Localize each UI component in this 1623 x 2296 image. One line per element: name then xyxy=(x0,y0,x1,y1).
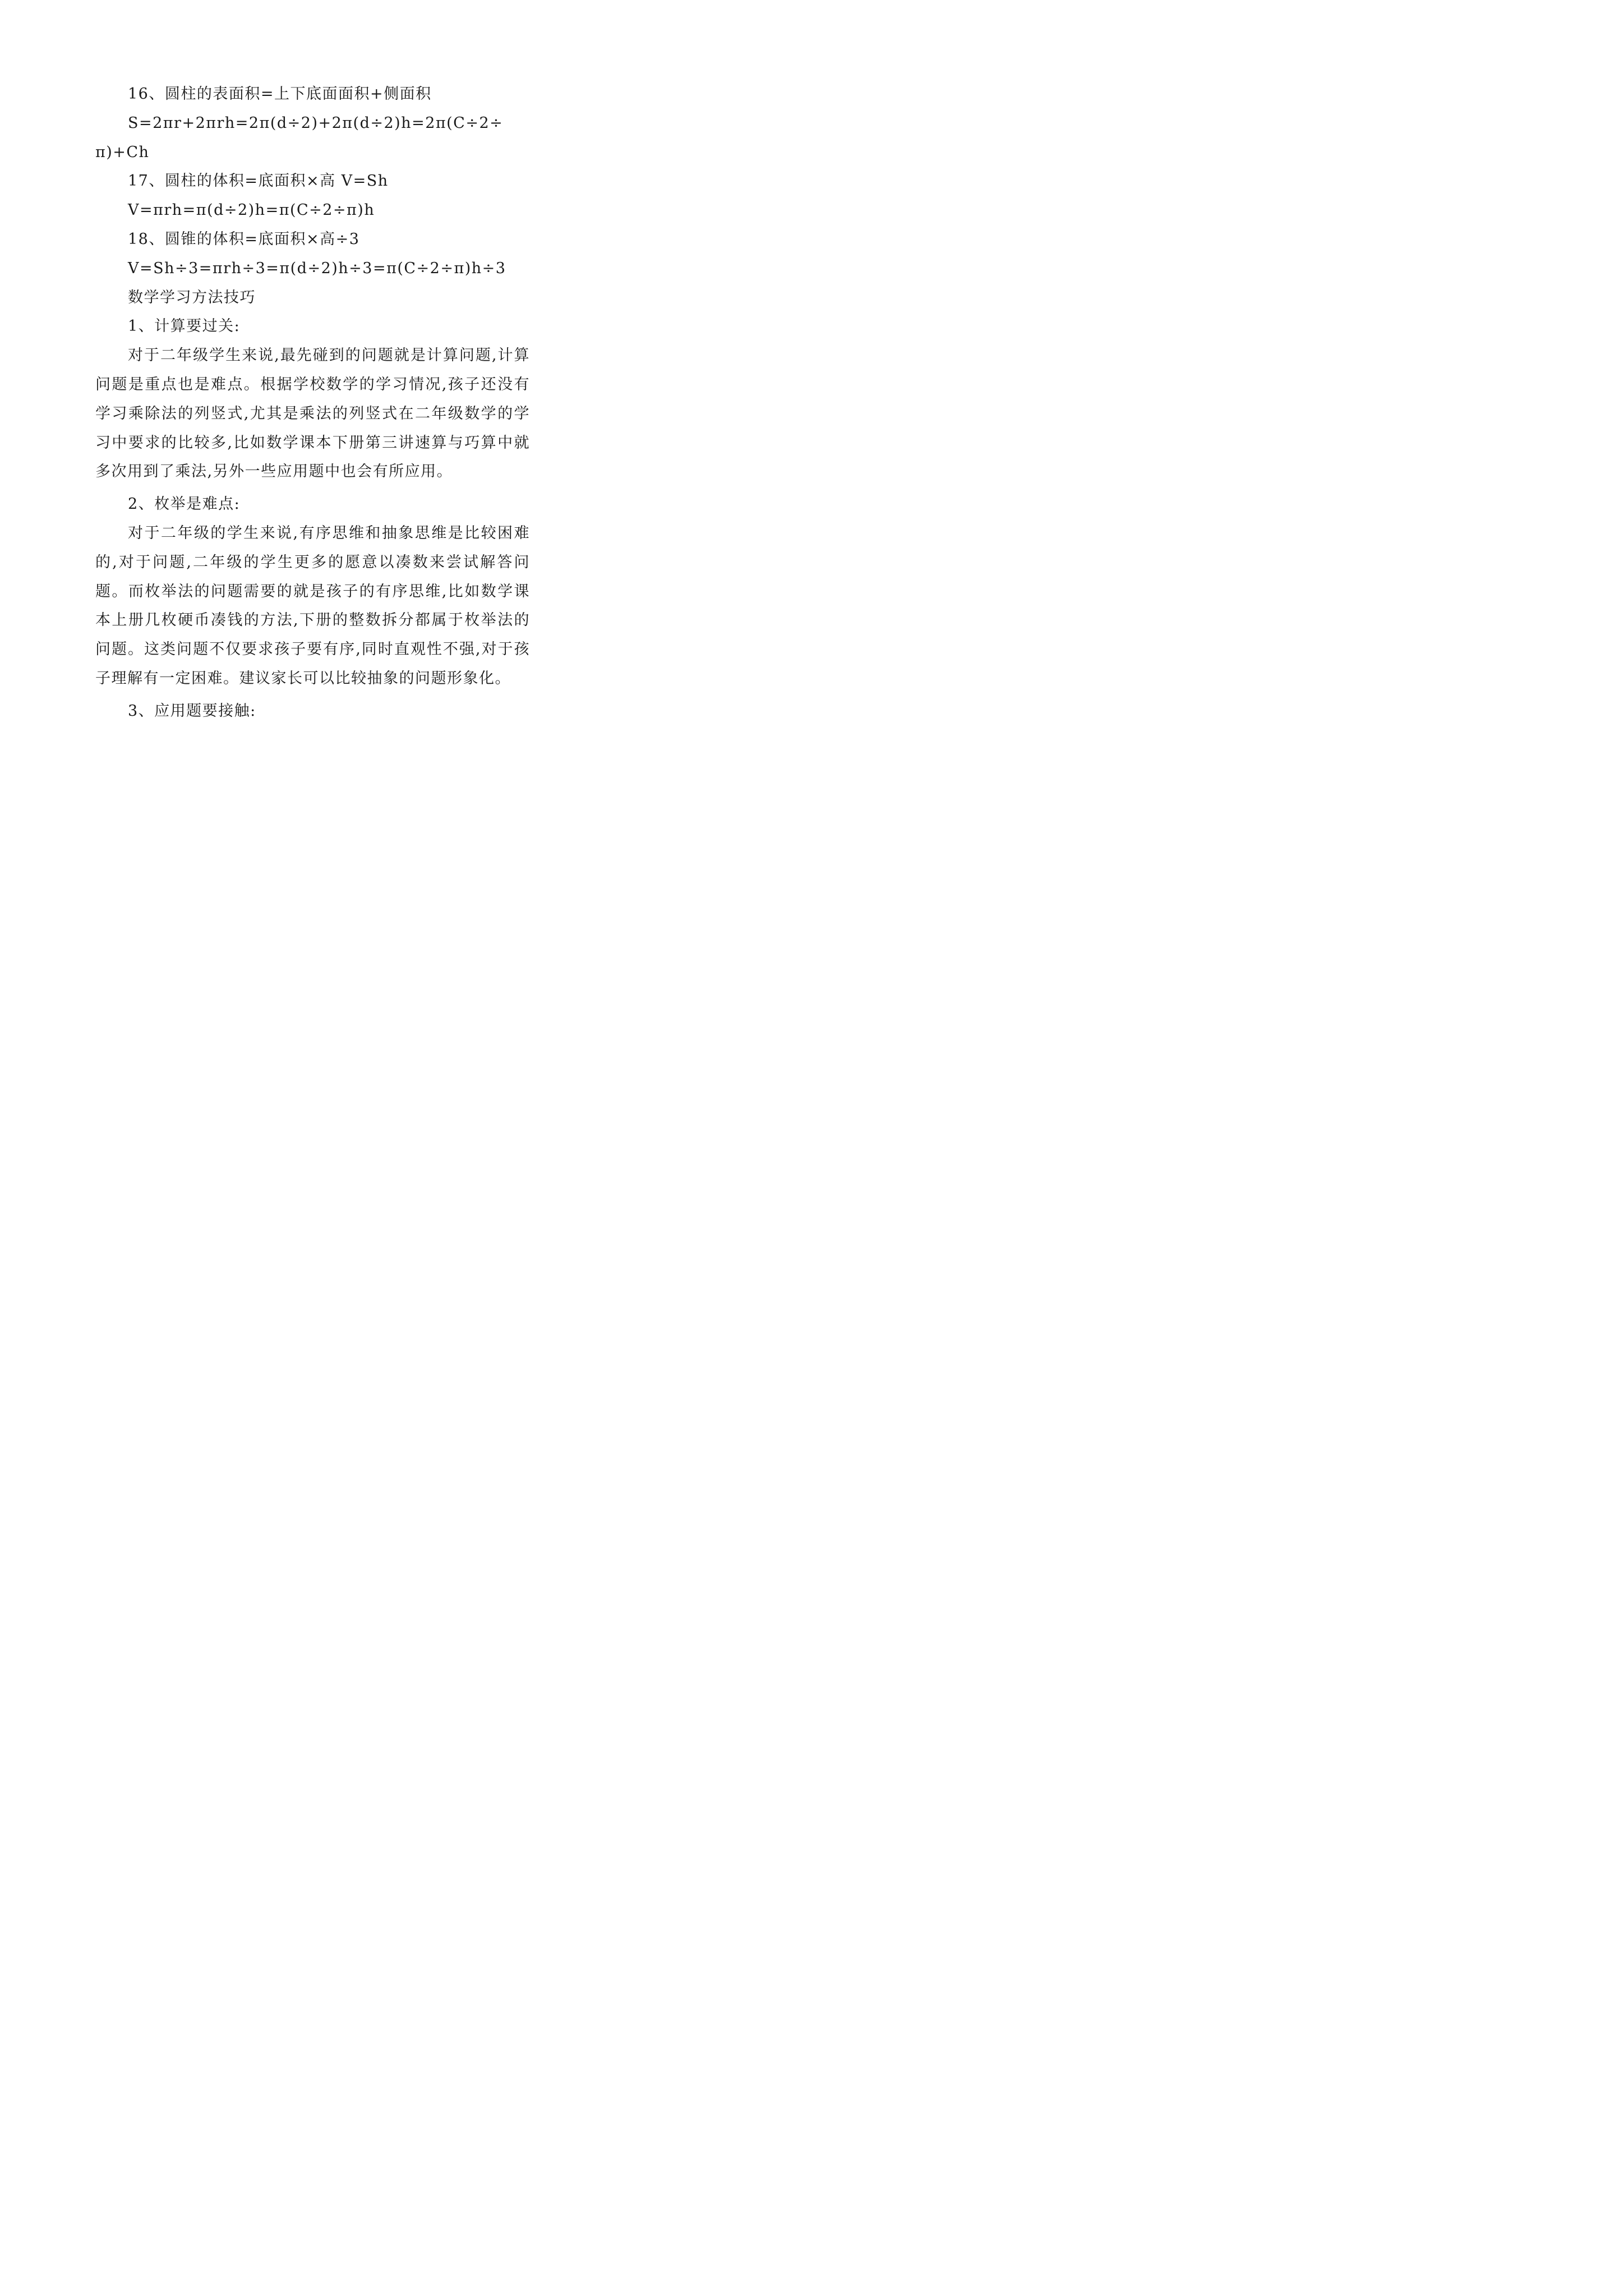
tip-2-heading: 2、枚举是难点: xyxy=(128,495,241,513)
formula-18-formula: V=Sh÷3=πrh÷3=π(d÷2)h÷3=π(C÷2÷π)h÷3 xyxy=(128,259,506,277)
formula-16-title: 16、圆柱的表面积=上下底面面积+侧面积 xyxy=(128,85,432,103)
section-title: 数学学习方法技巧 xyxy=(128,288,256,306)
document-page xyxy=(0,0,618,875)
formula-17-title: 17、圆柱的体积=底面积×高 V=Sh xyxy=(128,172,389,190)
tip-2-body: 对于二年级的学生来说,有序思维和抽象思维是比较困难的,对于问题,二年级的学生更多的愿意以凑数来尝试解答问题。而枚举法的问题需要的就是孩子的有序思维,比如数学课本上册几枚硬币凑钱的方法,下册的整数拆分都属于枚举法的问题。这类问题不仅要求孩子要有序,同时直观性不强,对于孩子理解有一定困难。建议家长可以比较抽象的问题形象化。 xyxy=(95,524,530,687)
formula-17-formula: V=πrh=π(d÷2)h=π(C÷2÷π)h xyxy=(128,201,375,219)
document-content xyxy=(95,80,530,726)
tip-1-body: 对于二年级学生来说,最先碰到的问题就是计算问题,计算问题是重点也是难点。根据学校数学的学习情况,孩子还没有学习乘除法的列竖式,尤其是乘法的列竖式在二年级数学的学习中要求的比较多,比如数学课本下册第三讲速算与巧算中就多次用到了乘法,另外一些应用题中也会有所应用。 xyxy=(95,347,530,481)
tip-1-heading: 1、计算要过关: xyxy=(128,318,241,335)
formula-18-title: 18、圆锥的体积=底面积×高÷3 xyxy=(128,230,360,248)
tip-3-heading: 3、应用题要接触: xyxy=(128,702,256,720)
formula-16-line2: π)+Ch xyxy=(95,143,150,161)
formula-16-line1: S=2πr+2πrh=2π(d÷2)+2π(d÷2)h=2π(C÷2÷ xyxy=(128,114,504,132)
